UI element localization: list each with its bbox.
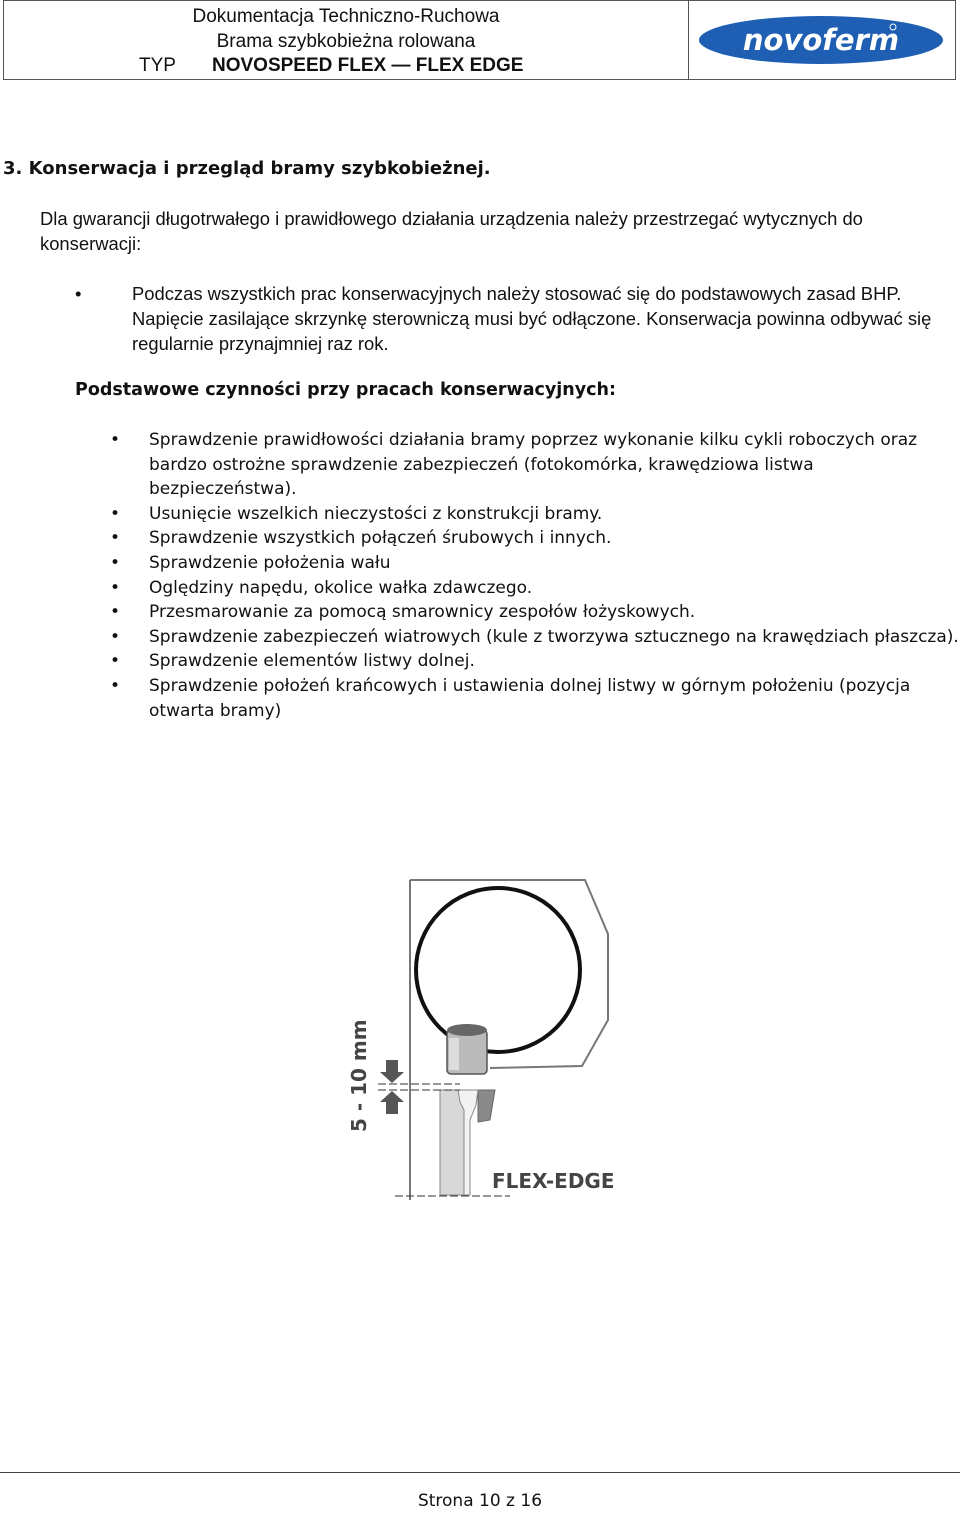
svg-text:novoferm: novoferm xyxy=(742,23,900,57)
bullet-icon: • xyxy=(110,651,121,672)
bullet-icon: • xyxy=(110,528,121,549)
list-item: • Oględziny napędu, okolice wałka zdawczego. xyxy=(110,576,960,601)
document-header xyxy=(3,0,956,80)
product-type-row xyxy=(4,54,688,79)
bhp-text: Podczas wszystkich prac konserwacyjnych należy stosować się do podstawowych zasad BHP. Napięcie zasilające skrzynkę sterowniczą musi być odłączone. Konserwacja powinna odbywać się regularnie przynajmniej raz rok. xyxy=(132,283,932,354)
header-info xyxy=(4,1,689,79)
list-item: • Sprawdzenie wszystkich połączeń śrubowych i innych. xyxy=(110,526,960,551)
bullet-icon: • xyxy=(110,675,121,696)
bullet-icon: • xyxy=(110,577,121,598)
list-item: • Sprawdzenie zabezpieczeń wiatrowych (kule z tworzywa sztucznego na krawędziach płaszcza). xyxy=(110,625,960,650)
novoferm-logo xyxy=(689,1,955,79)
list-item: • Sprawdzenie elementów listwy dolnej. xyxy=(110,649,960,674)
bullet-icon: • xyxy=(110,503,121,524)
bullet-icon: • xyxy=(110,430,121,450)
footer-divider xyxy=(0,1472,960,1473)
section-title: 3. Konserwacja i przegląd bramy szybkobieżnej. xyxy=(3,158,491,179)
list-item: • Sprawdzenie prawidłowości działania bramy poprzez wykonanie kilku cykli roboczych oraz bardzo ostrożne sprawdzenie zabezpieczeń (fotokomórka, krawędziowa listwa bezpieczeństwa). xyxy=(110,428,960,502)
type-value: NOVOSPEED FLEX — FLEX EDGE xyxy=(212,55,524,76)
bullet-icon: • xyxy=(110,602,121,623)
list-item: • Usunięcie wszelkich nieczystości z konstrukcji bramy. xyxy=(110,502,960,527)
intro-paragraph: Dla gwarancji długotrwałego i prawidłowego działania urządzenia należy przestrzegać wytycznych do konserwacji: xyxy=(40,208,863,254)
flex-edge-diagram xyxy=(330,870,620,1210)
maintenance-subheading: Podstawowe czynności przy pracach konserwacyjnych: xyxy=(75,380,617,400)
type-label: TYP xyxy=(139,55,176,76)
bullet-icon: • xyxy=(110,626,121,647)
maintenance-task-list xyxy=(110,428,960,723)
list-item: • Sprawdzenie położenia wału xyxy=(110,551,960,576)
part-label: FLEX-EDGE xyxy=(492,1169,615,1193)
bhp-bullet xyxy=(75,281,935,356)
doc-type: Dokumentacja Techniczno-Ruchowa xyxy=(192,6,500,27)
bullet-icon: • xyxy=(110,552,121,573)
dimension-label: 5 - 10 mm xyxy=(347,1019,371,1132)
product-category: Brama szybkobieżna rolowana xyxy=(216,30,476,52)
page-number: Strona 10 z 16 xyxy=(417,1491,543,1511)
list-item: • Przesmarowanie za pomocą smarownicy zespołów łożyskowych. xyxy=(110,600,960,625)
list-item: • Sprawdzenie położeń krańcowych i ustawienia dolnej listwy w górnym położeniu (pozycja otwarta bramy) xyxy=(110,674,960,723)
bullet-icon: • xyxy=(75,283,82,304)
